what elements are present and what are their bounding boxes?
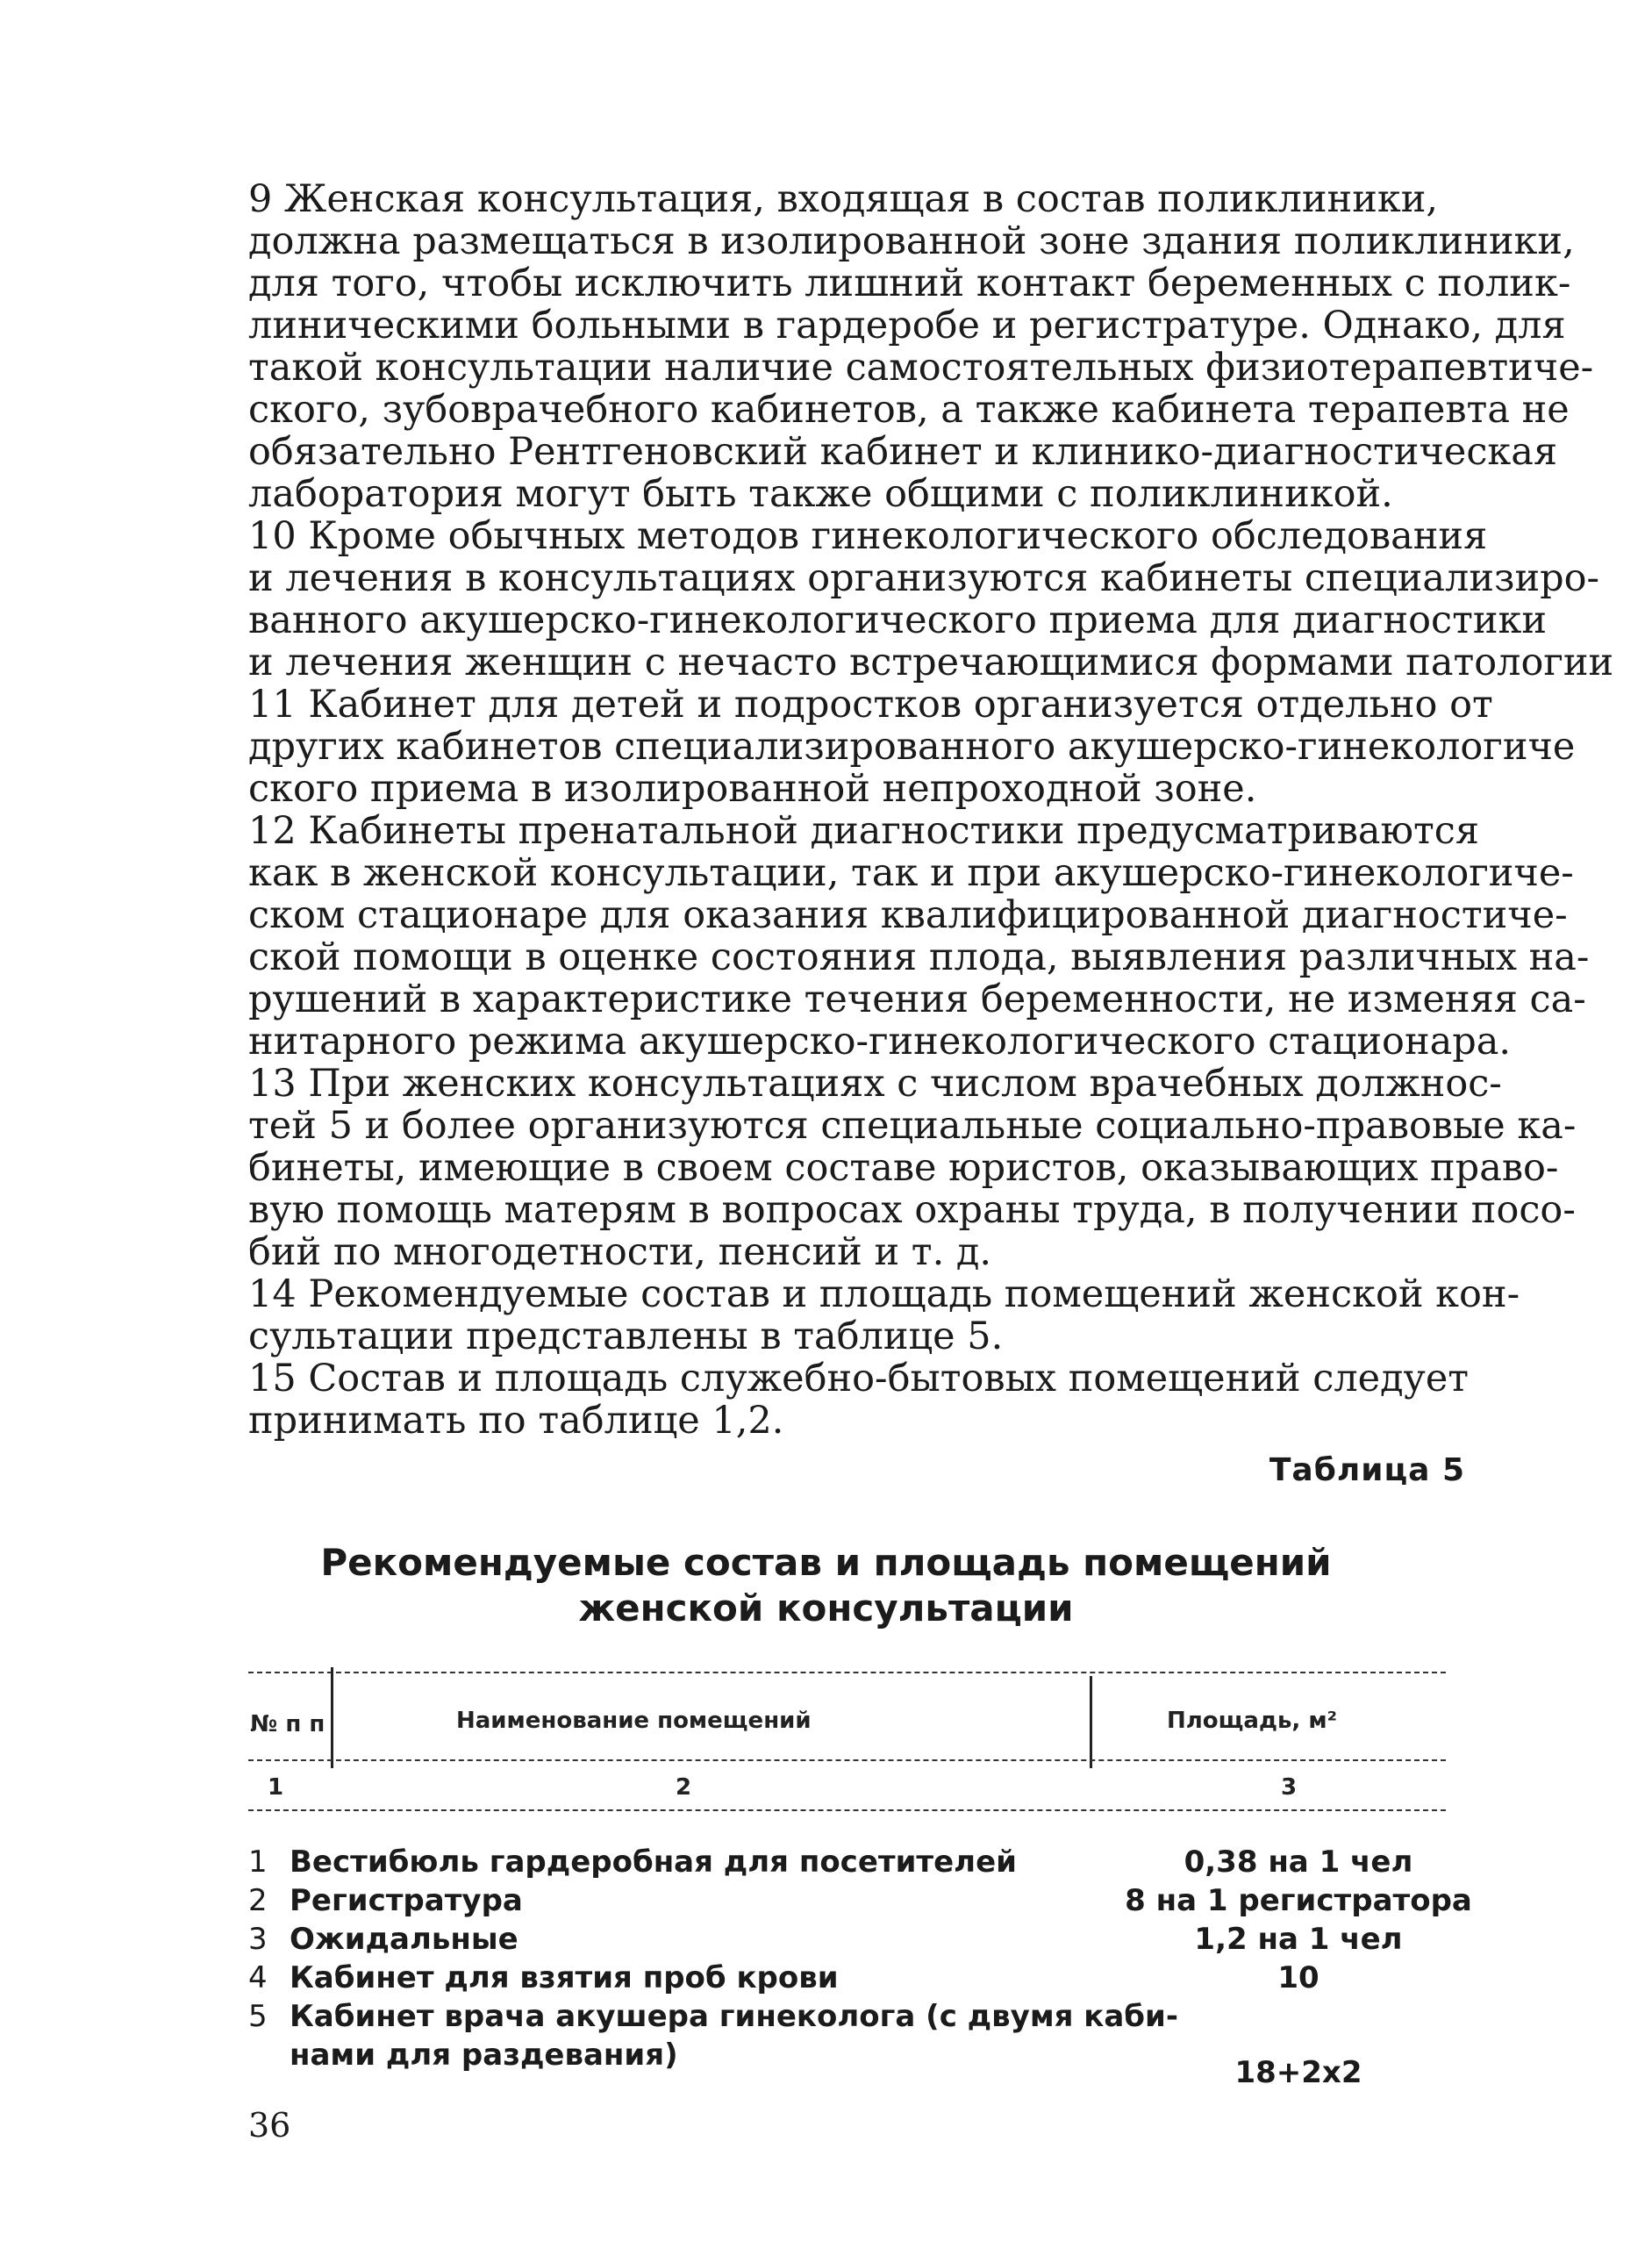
paragraph-line: ской помощи в оценке состояния плода, выявления различных на-: [248, 935, 1590, 979]
header-area: Площадь, м²: [1167, 1708, 1337, 1734]
row-room-name-cont: нами для раздевания): [290, 2038, 678, 2073]
paragraph-line: для того, чтобы исключить лишний контакт беременных с полик-: [248, 261, 1571, 305]
column-number: 1: [268, 1774, 284, 1801]
paragraph-line: и лечения женщин с нечасто встречающимися формами патологии: [248, 641, 1614, 684]
paragraph-line: рушений в характеристике течения беременности, не изменяя са-: [248, 978, 1586, 1021]
header-num: № п п: [250, 1711, 325, 1737]
paragraph-line: ванного акушерско-гинекологического приема для диагностики: [248, 598, 1548, 642]
paragraph-line: и лечения в консультациях организуются кабинеты специализиро-: [248, 556, 1600, 600]
paragraph-line: 15 Состав и площадь служебно-бытовых помещений следует: [248, 1357, 1470, 1400]
header-mid-rule: [248, 1759, 1446, 1761]
row-room-name: Вестибюль гардеробная для посетителей: [290, 1844, 1017, 1880]
paragraph-line: нитарного режима акушерско-гинекологического стационара.: [248, 1020, 1512, 1064]
column-divider: [331, 1667, 333, 1768]
page-number: 36: [248, 2106, 291, 2145]
table-subtitle: женской консультации: [578, 1587, 1074, 1630]
row-number: 4: [248, 1960, 268, 1995]
paragraph-line: 14 Рекомендуемые состав и площадь помещений женской кон-: [248, 1272, 1520, 1316]
paragraph-line: ского приема в изолированной непроходной зоне.: [248, 767, 1257, 811]
paragraph-line: бий по многодетности, пенсий и т. д.: [248, 1230, 992, 1274]
paragraph-line: принимать по таблице 1,2.: [248, 1399, 784, 1443]
paragraph-line: 10 Кроме обычных методов гинекологического обследования: [248, 514, 1488, 558]
paragraph-line: 9 Женская консультация, входящая в состав поликлиники,: [248, 177, 1439, 221]
row-area: 1,2 на 1 чел: [1194, 1922, 1403, 1957]
paragraph-line: линическими больными в гардеробе и регистратуре. Однако, для: [248, 304, 1566, 347]
paragraph-line: обязательно Рентгеновский кабинет и клинико-диагностическая: [248, 430, 1558, 474]
row-room-name: Кабинет врача акушера гинеколога (с двумя каби-: [290, 1999, 1178, 2034]
paragraph-line: ского, зубоврачебного кабинетов, а также кабинета терапевта не: [248, 388, 1570, 432]
column-divider: [1090, 1676, 1092, 1768]
row-room-name: Ожидальные: [290, 1922, 518, 1957]
paragraph-line: как в женской консультации, так и при акушерско-гинекологиче-: [248, 851, 1574, 895]
paragraph-line: лаборатория могут быть также общими с поликлиникой.: [248, 472, 1393, 516]
column-number: 3: [1281, 1774, 1298, 1801]
row-area: 18+2х2: [1234, 2055, 1362, 2090]
paragraph-line: вую помощь матерям в вопросах охраны труда, в получении посо-: [248, 1188, 1576, 1232]
table-top-rule: [248, 1672, 1446, 1673]
table-label: Таблица 5: [1269, 1452, 1465, 1488]
paragraph-line: тей 5 и более организуются специальные социально-правовые ка-: [248, 1104, 1577, 1148]
row-number: 5: [248, 1999, 268, 2034]
row-area: 0,38 на 1 чел: [1184, 1844, 1413, 1880]
paragraph-line: 13 При женских консультациях с числом врачебных должнос-: [248, 1062, 1502, 1106]
header-name: Наименование помещений: [456, 1708, 812, 1734]
paragraph-line: 12 Кабинеты пренатальной диагностики предусматриваются: [248, 809, 1480, 853]
row-area: 8 на 1 регистратора: [1125, 1883, 1472, 1918]
row-number: 2: [248, 1883, 268, 1918]
row-room-name: Кабинет для взятия проб крови: [290, 1960, 839, 1995]
header-bottom-rule: [248, 1809, 1446, 1811]
paragraph-line: ском стационаре для оказания квалифицированной диагностиче-: [248, 893, 1568, 937]
row-room-name: Регистратура: [290, 1883, 523, 1918]
row-number: 3: [248, 1922, 268, 1957]
paragraph-line: других кабинетов специализированного акушерско-гинекологиче: [248, 725, 1576, 769]
row-area: 10: [1277, 1960, 1319, 1995]
table-title: Рекомендуемые состав и площадь помещений: [320, 1541, 1332, 1584]
row-number: 1: [248, 1844, 268, 1880]
paragraph-line: такой консультации наличие самостоятельных физиотерапевтиче-: [248, 346, 1594, 390]
paragraph-line: должна размещаться в изолированной зоне здания поликлиники,: [248, 219, 1575, 263]
paragraph-line: бинеты, имеющие в своем составе юристов, оказывающих право-: [248, 1146, 1559, 1190]
column-number: 2: [676, 1774, 692, 1801]
paragraph-line: 11 Кабинет для детей и подростков организуется отдельно от: [248, 683, 1493, 727]
paragraph-line: сультации представлены в таблице 5.: [248, 1314, 1004, 1358]
